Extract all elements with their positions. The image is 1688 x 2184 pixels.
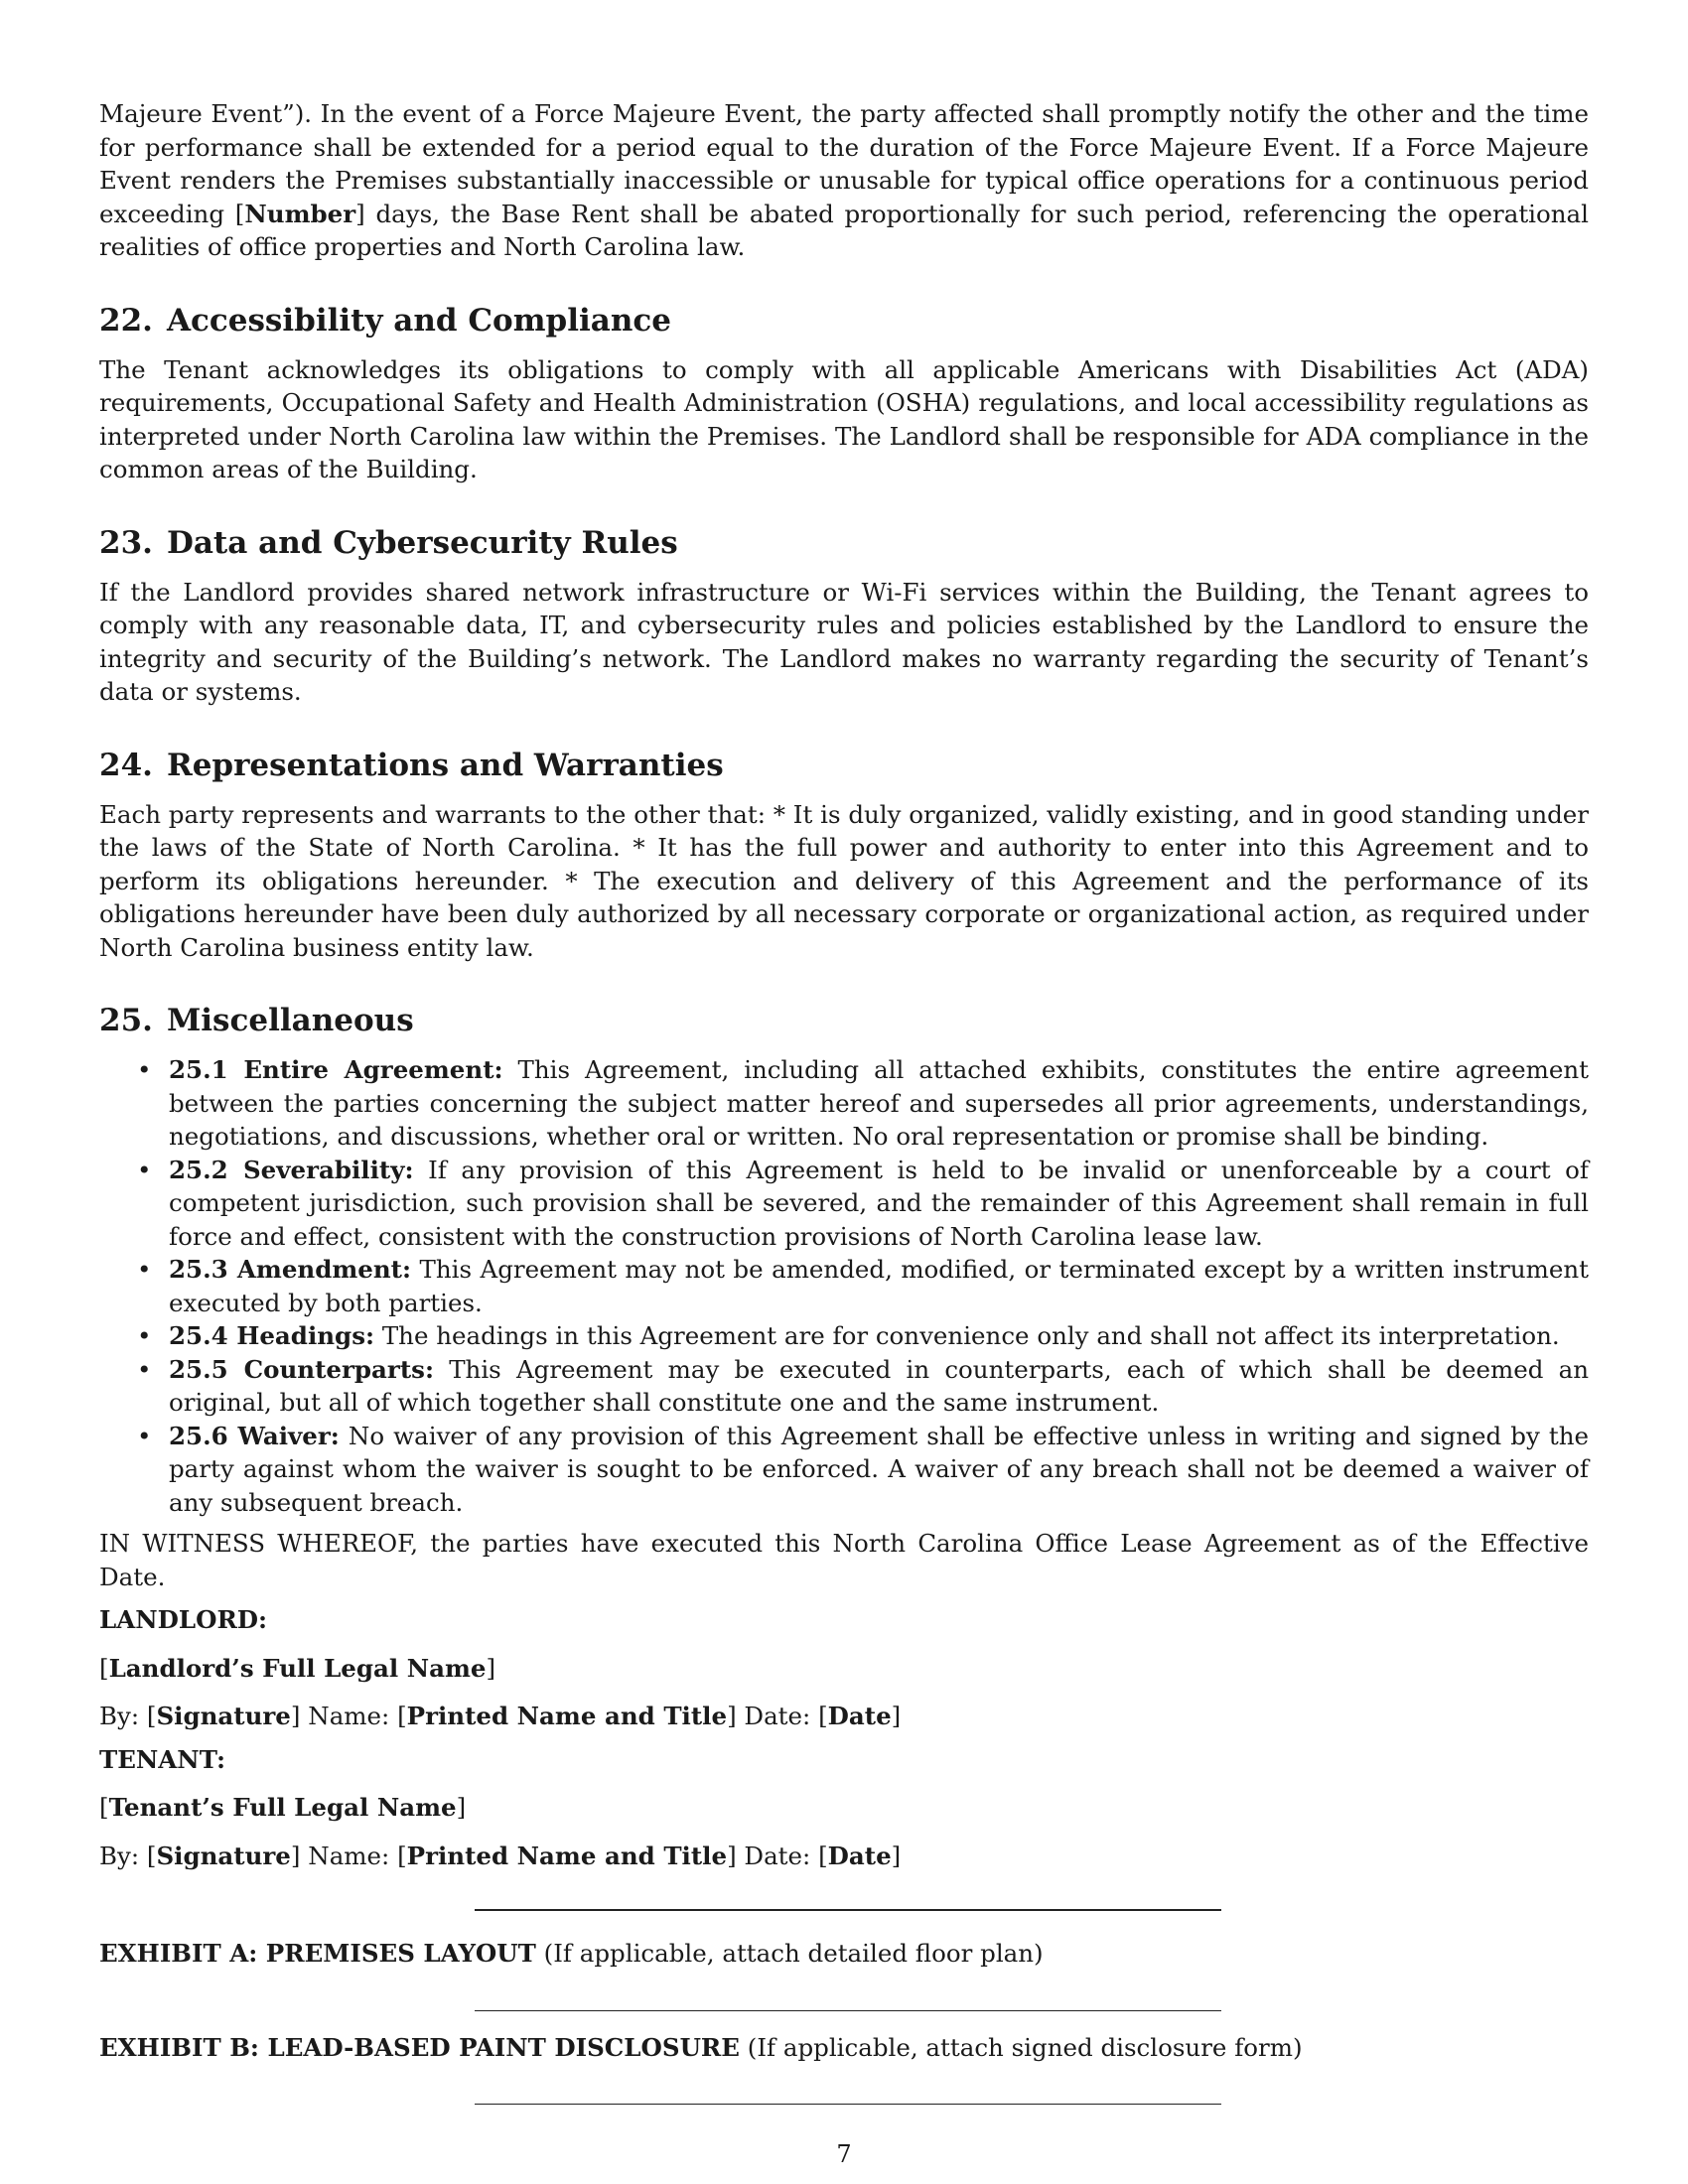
document-page bbox=[99, 97, 1589, 2105]
landlord-signature-line: By: [Signature] Name: [Printed Name and Title] Date: [Date] bbox=[99, 1702, 902, 1730]
list-item: • 25.5 Counterparts: This Agreement may be executed in counterparts, each of which shall be deemed an original, but all of which together shall constitute one and the same instrument. bbox=[169, 1353, 1589, 1420]
page-number: 7 bbox=[836, 2140, 852, 2168]
list-item: • 25.3 Amendment: This Agreement may not be amended, modified, or terminated except by a written instrument executed by both parties. bbox=[169, 1253, 1589, 1319]
witness-clause: IN WITNESS WHEREOF, the parties have executed this North Carolina Office Lease Agreement as of the Effective Date. bbox=[99, 1529, 1589, 1591]
divider-rule bbox=[475, 2104, 1221, 2105]
section-23-heading: 23. Data and Cybersecurity Rules bbox=[99, 524, 678, 561]
section-22-body: The Tenant acknowledges its obligations to comply with all applicable Americans with Disabilities Act (ADA) requirements, Occupational Safety and Health Administration (OSHA) regulations, and local accessibility regulations as interpreted under North Carolina law within the Premises. The Landlord shall be responsible for ADA compliance in the common areas of the Building. bbox=[99, 354, 1589, 483]
section-25-heading: 25. Miscellaneous bbox=[99, 1003, 414, 1038]
divider-rule bbox=[475, 1909, 1221, 1911]
list-item: • 25.6 Waiver: No waiver of any provision of this Agreement shall be effective unless in writing and signed by the party against whom the waiver is sought to be enforced. A waiver of any breach shall not be deemed a waiver of any subsequent breach. bbox=[169, 1420, 1589, 1520]
list-item: • 25.2 Severability: If any provision of this Agreement is held to be invalid or unenforceable by a court of competent jurisdiction, such provision shall be severed, and the remainder of this Agreement shall remain in full force and effect, consistent with the construction provisions of North Carolina lease law. bbox=[169, 1154, 1589, 1254]
section-23-body: If the Landlord provides shared network infrastructure or Wi-Fi services within the Building, the Tenant agrees to comply with any reasonable data, IT, and cybersecurity rules and policies established by the Landlord to ensure the integrity and security of the Building’s network. The Landlord makes no warranty regarding the security of Tenant’s data or systems. bbox=[99, 577, 1589, 706]
landlord-label: LANDLORD: bbox=[99, 1605, 268, 1634]
tenant-label: TENANT: bbox=[99, 1744, 226, 1774]
tenant-signature-line: By: [Signature] Name: [Printed Name and Title] Date: [Date] bbox=[99, 1841, 902, 1870]
list-item: • 25.4 Headings: The headings in this Agreement are for convenience only and shall not affect its interpretation. bbox=[169, 1319, 1589, 1353]
force-majeure-continuation: Majeure Event”). In the event of a Force Majeure Event, the party affected shall promptly notify the other and the time for performance shall be extended for a period equal to the duration of the Force Majeure Event. If a Force Majeure Event renders the Premises substantially inaccessible or unusable for typical office operations for a continuous period exceeding [Number] days, the Base Rent shall be abated proportionally for such period, referencing the operational realities of office properties and North Carolina law. bbox=[99, 99, 1589, 261]
section-22-heading: 22. Accessibility and Compliance bbox=[99, 302, 671, 339]
landlord-name-placeholder: Landlord’s Full Legal Name bbox=[108, 1653, 487, 1683]
list-item: • 25.1 Entire Agreement: This Agreement, including all attached exhibits, constitutes the entire agreement between the parties concerning the subject matter hereof and supersedes all prior agreements, understandings, negotiations, and discussions, whether oral or written. No oral representation or promise shall be binding. bbox=[169, 1053, 1589, 1154]
landlord-signature-block: LANDLORD: [Landlord’s Full Legal Name] By: [Signature] Name: [Printed Name and Title] Date: [Date] bbox=[99, 1603, 1589, 1733]
number-placeholder: Number bbox=[244, 199, 356, 228]
tenant-name-placeholder: Tenant’s Full Legal Name bbox=[108, 1793, 457, 1822]
section-24-body: Each party represents and warrants to the other that: * It is duly organized, validly existing, and in good standing under the laws of the State of North Carolina. * It has the full power and authority to enter into this Agreement and to perform its obligations hereunder. * The execution and delivery of this Agreement and the performance of its obligations hereunder have been duly authorized by all necessary corporate or organizational action, as required under North Carolina business entity law. bbox=[99, 799, 1589, 962]
exhibit-b: EXHIBIT B: LEAD-BASED PAINT DISCLOSURE (If applicable, attach signed disclosure form) bbox=[99, 2032, 1303, 2062]
divider-rule bbox=[475, 2010, 1221, 2011]
tenant-signature-block: TENANT: [Tenant’s Full Legal Name] By: [Signature] Name: [Printed Name and Title] Date: [Date] bbox=[99, 1743, 1589, 1873]
miscellaneous-list bbox=[99, 1053, 1589, 1519]
exhibit-a: EXHIBIT A: PREMISES LAYOUT (If applicable, attach detailed floor plan) bbox=[99, 1939, 1044, 1968]
section-24-heading: 24. Representations and Warranties bbox=[99, 747, 724, 783]
